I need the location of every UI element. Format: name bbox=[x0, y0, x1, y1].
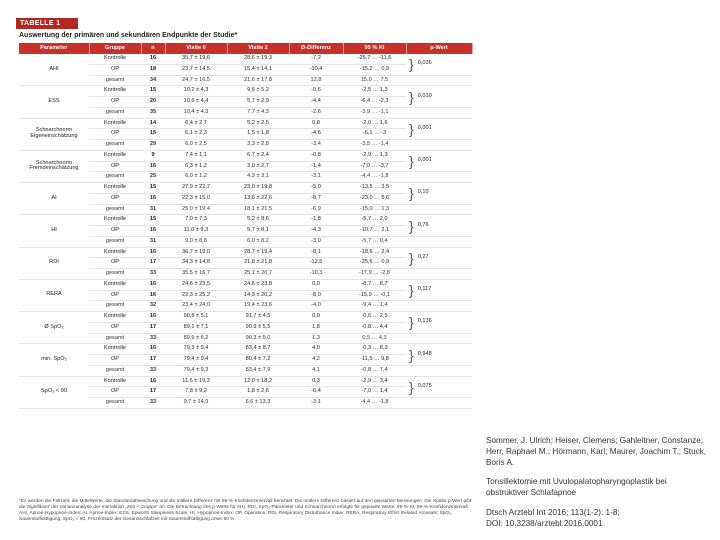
cell-visite-0: 89,1 ± 7,1 bbox=[165, 322, 227, 333]
cell-gruppe: gesamt bbox=[89, 398, 141, 409]
cell-gruppe: Kontrolle bbox=[89, 376, 141, 387]
cell-visite-2: 28,6 ± 19,3 bbox=[227, 54, 289, 64]
cell-differenz: 0,0 bbox=[289, 279, 343, 290]
cell-n: 17 bbox=[141, 387, 165, 398]
cell-differenz: -7,2 bbox=[289, 54, 343, 64]
cell-parameter: Schnarchnorm Eigeneinschätzung bbox=[19, 118, 89, 150]
cell-visite-0: 6,4 ± 2,7 bbox=[165, 118, 227, 129]
cell-visite-2: 5,2 ± 8,6 bbox=[227, 215, 289, 226]
cell-gruppe: OP bbox=[89, 258, 141, 269]
cell-ki: -0,3 … 8,3 bbox=[343, 344, 406, 355]
cell-parameter: HI bbox=[19, 215, 89, 247]
brace-icon: } bbox=[409, 346, 414, 363]
cell-ki: -6,4 … -2,3 bbox=[343, 97, 406, 108]
cell-visite-2: 21,6 ± 17,8 bbox=[227, 75, 289, 86]
cell-p-wert bbox=[406, 54, 472, 75]
cell-visite-0: 23,7 ± 14,5 bbox=[165, 64, 227, 75]
cell-ki: -0,8 … 7,4 bbox=[343, 365, 406, 376]
cell-n: 16 bbox=[141, 247, 165, 258]
cell-n: 16 bbox=[141, 54, 165, 64]
cell-differenz: -8,7 bbox=[289, 193, 343, 204]
cell-differenz: 0,3 bbox=[289, 376, 343, 387]
cell-gruppe: Kontrolle bbox=[89, 279, 141, 290]
cell-differenz: -4,4 bbox=[289, 97, 343, 108]
cell-ki: -15,2 … 0,9 bbox=[343, 64, 406, 75]
cell-n: 33 bbox=[141, 365, 165, 376]
cell-visite-0: 22,3 ± 15,0 bbox=[165, 193, 227, 204]
cell-n: 18 bbox=[141, 64, 165, 75]
cell-n: 17 bbox=[141, 355, 165, 366]
cell-visite-2: 21,8 ± 21,8 bbox=[227, 258, 289, 269]
cell-visite-0: 36,7 ± 19,0 bbox=[165, 247, 227, 258]
document-page bbox=[16, 18, 474, 538]
cell-ki: -25,7 … -11,6 bbox=[343, 54, 406, 64]
cell-n: 32 bbox=[141, 301, 165, 312]
cell-visite-0: 22,3 ± 25,2 bbox=[165, 290, 227, 301]
cell-differenz: -5,0 bbox=[289, 183, 343, 194]
cell-gruppe: OP bbox=[89, 355, 141, 366]
header-gruppe: Gruppe bbox=[89, 43, 141, 54]
cell-p-wert bbox=[406, 183, 472, 205]
cell-visite-2: 5,7 ± 2,9 bbox=[227, 97, 289, 108]
citation-journal: Dtsch Arztebl Int 2016; 113(1-2): 1-8; bbox=[486, 508, 620, 518]
cell-n: 16 bbox=[141, 376, 165, 387]
cell-visite-0: 7,4 ± 1,1 bbox=[165, 150, 227, 161]
cell-gruppe: Kontrolle bbox=[89, 312, 141, 323]
cell-differenz: 4,2 bbox=[289, 355, 343, 366]
cell-gruppe: OP bbox=[89, 322, 141, 333]
cell-n: 33 bbox=[141, 333, 165, 344]
p-value: 0,001 bbox=[417, 124, 432, 131]
cell-visite-0: 9,7 ± 14,9 bbox=[165, 398, 227, 409]
cell-visite-2: 4,3 ± 3,1 bbox=[227, 172, 289, 183]
cell-p-wert bbox=[406, 279, 472, 301]
cell-ki: -5,7 … 0,4 bbox=[343, 236, 406, 247]
cell-p-wert bbox=[406, 118, 472, 140]
table-row bbox=[19, 312, 472, 323]
table-row bbox=[19, 344, 472, 355]
cell-differenz: 0,8 bbox=[289, 118, 343, 129]
cell-gruppe: Kontrolle bbox=[89, 118, 141, 129]
cell-visite-2: 24,6 ± 23,8 bbox=[227, 279, 289, 290]
cell-differenz: -8,0 bbox=[289, 290, 343, 301]
cell-ki: -0,6 … 2,5 bbox=[343, 312, 406, 323]
cell-differenz: 4,0 bbox=[289, 344, 343, 355]
cell-ki: -5,7 … 2,0 bbox=[343, 215, 406, 226]
cell-ki: -7,0 … 1,4 bbox=[343, 387, 406, 398]
cell-visite-2: 9,6 ± 5,2 bbox=[227, 86, 289, 97]
p-value: 0,76 bbox=[417, 221, 429, 228]
cell-parameter: Schnarchnorm Fremdeinschätzung bbox=[19, 150, 89, 182]
table-row bbox=[19, 215, 472, 226]
cell-p-wert-empty bbox=[406, 107, 472, 118]
cell-visite-0: 35,7 ± 19,6 bbox=[165, 54, 227, 64]
cell-ki: -11,5 … 9,8 bbox=[343, 355, 406, 366]
cell-differenz: -3,1 bbox=[289, 398, 343, 409]
cell-visite-0: 79,3 ± 9,4 bbox=[165, 344, 227, 355]
brace-icon: } bbox=[409, 56, 414, 73]
cell-visite-0: 90,8 ± 5,1 bbox=[165, 312, 227, 323]
cell-visite-0: 24,7 ± 16,5 bbox=[165, 75, 227, 86]
cell-visite-0: 89,9 ± 6,2 bbox=[165, 333, 227, 344]
cell-gruppe: Kontrolle bbox=[89, 247, 141, 258]
cell-p-wert-empty bbox=[406, 269, 472, 280]
cell-ki: -2,5 … 1,3 bbox=[343, 86, 406, 97]
cell-ki: -15,9 … -0,1 bbox=[343, 290, 406, 301]
table-row bbox=[19, 183, 472, 194]
p-value: 0,117 bbox=[417, 286, 432, 293]
cell-gruppe: Kontrolle bbox=[89, 344, 141, 355]
cell-gruppe: gesamt bbox=[89, 269, 141, 280]
cell-visite-0: 25,0 ± 19,4 bbox=[165, 204, 227, 215]
table-label: TABELLE 1 bbox=[16, 18, 78, 29]
cell-visite-2: 6,7 ± 2,4 bbox=[227, 150, 289, 161]
cell-visite-2: 1,8 ± 2,6 bbox=[227, 387, 289, 398]
cell-n: 15 bbox=[141, 86, 165, 97]
cell-visite-2: 80,4 ± 7,2 bbox=[227, 355, 289, 366]
cell-differenz: -10,3 bbox=[289, 269, 343, 280]
cell-differenz: 1,8 bbox=[289, 322, 343, 333]
cell-gruppe: Kontrolle bbox=[89, 86, 141, 97]
cell-n: 20 bbox=[141, 97, 165, 108]
cell-visite-0: 23,4 ± 24,0 bbox=[165, 301, 227, 312]
cell-visite-0: 11,0 ± 9,3 bbox=[165, 226, 227, 237]
p-value: 0,10 bbox=[417, 189, 429, 196]
cell-n: 15 bbox=[141, 129, 165, 140]
p-value: 0,075 bbox=[417, 382, 432, 389]
cell-gruppe: gesamt bbox=[89, 301, 141, 312]
cell-parameter: RERA bbox=[19, 279, 89, 311]
p-value: 0,136 bbox=[417, 318, 432, 325]
header-parameter: Parameter bbox=[19, 43, 89, 54]
cell-differenz: -3,1 bbox=[289, 172, 343, 183]
cell-ki: -2,9 … 3,4 bbox=[343, 376, 406, 387]
cell-n: 35 bbox=[141, 107, 165, 118]
cell-differenz: -4,3 bbox=[289, 226, 343, 237]
cell-visite-2: 83,4 ± 7,9 bbox=[227, 365, 289, 376]
cell-gruppe: gesamt bbox=[89, 204, 141, 215]
cell-visite-0: 24,6 ± 23,5 bbox=[165, 279, 227, 290]
cell-n: 25 bbox=[141, 172, 165, 183]
cell-ki: -6,1 … -3 bbox=[343, 129, 406, 140]
cell-n: 31 bbox=[141, 236, 165, 247]
cell-n: 29 bbox=[141, 140, 165, 151]
cell-visite-2: 18,1 ± 21,5 bbox=[227, 204, 289, 215]
cell-visite-2: 7,7 ± 4,3 bbox=[227, 107, 289, 118]
cell-n: 14 bbox=[141, 118, 165, 129]
table-row bbox=[19, 150, 472, 161]
p-value: 0,010 bbox=[417, 92, 432, 99]
cell-visite-2: 19,4 ± 23,6 bbox=[227, 301, 289, 312]
brace-icon: } bbox=[409, 378, 414, 395]
cell-p-wert-empty bbox=[406, 398, 472, 409]
cell-gruppe: gesamt bbox=[89, 333, 141, 344]
cell-ki: -4,4 … -1,8 bbox=[343, 398, 406, 409]
cell-ki: -0,8 … 4,4 bbox=[343, 322, 406, 333]
table-row bbox=[19, 86, 472, 97]
cell-visite-2: 3,3 ± 2,8 bbox=[227, 140, 289, 151]
cell-p-wert bbox=[406, 312, 472, 334]
cell-parameter: AHI bbox=[19, 54, 89, 86]
cell-visite-2: 83,4 ± 8,7 bbox=[227, 344, 289, 355]
cell-differenz: 4,1 bbox=[289, 365, 343, 376]
cell-visite-2: 90,3 ± 5,0 bbox=[227, 333, 289, 344]
cell-visite-0: 11,6 ± 19,3 bbox=[165, 376, 227, 387]
brace-icon: } bbox=[409, 153, 414, 169]
cell-visite-2: 1,5 ± 1,8 bbox=[227, 129, 289, 140]
cell-n: 31 bbox=[141, 204, 165, 215]
p-value: 0,001 bbox=[417, 157, 432, 164]
brace-icon: } bbox=[409, 185, 414, 202]
cell-visite-2: 6,0 ± 8,2 bbox=[227, 236, 289, 247]
cell-differenz: -3,0 bbox=[289, 236, 343, 247]
cell-differenz: -12,5 bbox=[289, 258, 343, 269]
cell-n: 17 bbox=[141, 322, 165, 333]
cell-gruppe: OP bbox=[89, 129, 141, 140]
cell-ki: -18,6 … 2,4 bbox=[343, 247, 406, 258]
cell-gruppe: Kontrolle bbox=[89, 54, 141, 64]
results-table bbox=[19, 43, 473, 409]
cell-gruppe: OP bbox=[89, 387, 141, 398]
cell-gruppe: OP bbox=[89, 193, 141, 204]
table-row bbox=[19, 376, 472, 387]
cell-visite-0: 7,8 ± 9,2 bbox=[165, 387, 227, 398]
cell-parameter: min. SpO₂ bbox=[19, 344, 89, 376]
cell-p-wert-empty bbox=[406, 204, 472, 215]
cell-n: 15 bbox=[141, 215, 165, 226]
cell-gruppe: Kontrolle bbox=[89, 183, 141, 194]
cell-visite-0: 79,4 ± 9,4 bbox=[165, 355, 227, 366]
cell-visite-2: 14,3 ± 20,2 bbox=[227, 290, 289, 301]
cell-ki: -17,9 … -2,8 bbox=[343, 269, 406, 280]
cell-p-wert bbox=[406, 215, 472, 237]
cell-p-wert-empty bbox=[406, 333, 472, 344]
cell-p-wert-empty bbox=[406, 236, 472, 247]
cell-n: 16 bbox=[141, 161, 165, 172]
cell-visite-2: 13,6 ± 22,6 bbox=[227, 193, 289, 204]
cell-differenz: -8,1 bbox=[289, 247, 343, 258]
table-row bbox=[19, 118, 472, 129]
table-body bbox=[19, 54, 472, 408]
cell-p-wert-empty bbox=[406, 365, 472, 376]
cell-n: 15 bbox=[141, 183, 165, 194]
cell-p-wert bbox=[406, 247, 472, 269]
cell-parameter: SpO₂ < 90 bbox=[19, 376, 89, 408]
cell-visite-2: 28,7 ± 19,4 bbox=[227, 247, 289, 258]
cell-n: 9 bbox=[141, 150, 165, 161]
brace-icon: } bbox=[409, 282, 414, 298]
cell-differenz: -4,0 bbox=[289, 301, 343, 312]
cell-differenz: -3,4 bbox=[289, 140, 343, 151]
p-value: 0,948 bbox=[417, 350, 432, 357]
cell-parameter: Ø SpO₂ bbox=[19, 312, 89, 344]
header-visite-0: Visite 0 bbox=[165, 43, 227, 54]
cell-visite-0: 10,2 ± 4,3 bbox=[165, 86, 227, 97]
table-row bbox=[19, 247, 472, 258]
cell-parameter: AI bbox=[19, 183, 89, 215]
header-p-wert: p-Wert bbox=[406, 43, 472, 54]
cell-gruppe: Kontrolle bbox=[89, 150, 141, 161]
cell-visite-2: 15,4 ± 14,1 bbox=[227, 64, 289, 75]
cell-visite-0: 10,4 ± 4,3 bbox=[165, 107, 227, 118]
cell-n: 16 bbox=[141, 193, 165, 204]
cell-differenz: -6,9 bbox=[289, 204, 343, 215]
cell-ki: -10,7 … 2,1 bbox=[343, 226, 406, 237]
cell-differenz: -1,4 bbox=[289, 161, 343, 172]
brace-icon: } bbox=[409, 120, 414, 137]
table-footnote: *Es werden die Fallzahl, die Mittelwerte, die Standardabweichung und die mittlere Differenz mit 95-%-Konfidenzintervall berichtet. Die mittlere Differenz basiert auf den gepaarten Messungen. Die Spalte p-Wert gibt die Signifikanz der Varianzanalyse der Interaktion „Zeit × Gruppe“ an. Die Betrachtung des p-Werts für AHI, RDI, SpO₂-Parameter und Schnarchnorm erfolgte für gepaarte Werte. 95-%-KI, 95-%-Konfidenzintervall; AHI, Apnoe-Hypopnoe-Index; AI, Apnoe-Index; ESS, Epworth Sleepiness Scale; HI, Hypopnoe-Index; OP, Operation; RDI, Respiratory Disturbance Index; RERA, Respiratory Effort Related Arousals; SpO₂, Sauerstoffsättigung; SpO₂ < 90, Prozentsatz der Gesamtschlafzeit mit Sauerstoffsättigung unter 90 % bbox=[19, 499, 472, 523]
cell-ki: -25,6 … 0,9 bbox=[343, 258, 406, 269]
cell-visite-0: 6,3 ± 1,2 bbox=[165, 161, 227, 172]
cell-gruppe: gesamt bbox=[89, 75, 141, 86]
cell-ki: 0,5 … 4,3 bbox=[343, 333, 406, 344]
cell-p-wert bbox=[406, 376, 472, 398]
cell-gruppe: gesamt bbox=[89, 172, 141, 183]
cell-visite-2: 25,1 ± 20,7 bbox=[227, 269, 289, 280]
brace-icon: } bbox=[409, 314, 414, 331]
cell-ki: -3,9 … -1,1 bbox=[343, 107, 406, 118]
cell-n: 16 bbox=[141, 279, 165, 290]
cell-gruppe: OP bbox=[89, 97, 141, 108]
cell-gruppe: OP bbox=[89, 226, 141, 237]
cell-ki: -23,0 … 5,6 bbox=[343, 193, 406, 204]
cell-visite-2: 12,0 ± 18,2 bbox=[227, 376, 289, 387]
cell-gruppe: OP bbox=[89, 290, 141, 301]
cell-visite-0: 7,0 ± 7,3 bbox=[165, 215, 227, 226]
cell-visite-2: 6,6 ± 13,3 bbox=[227, 398, 289, 409]
table-header-row bbox=[19, 43, 472, 54]
table-row bbox=[19, 54, 472, 64]
cell-p-wert-empty bbox=[406, 301, 472, 312]
cell-differenz: -4,6 bbox=[289, 129, 343, 140]
table-row bbox=[19, 279, 472, 290]
cell-visite-2: 3,0 ± 2,7 bbox=[227, 161, 289, 172]
p-value: 0,036 bbox=[417, 60, 432, 67]
cell-ki: -15,0 … 1,3 bbox=[343, 204, 406, 215]
cell-visite-0: 6,0 ± 2,5 bbox=[165, 140, 227, 151]
cell-differenz: -6,4 bbox=[289, 387, 343, 398]
cell-visite-2: 91,7 ± 4,5 bbox=[227, 312, 289, 323]
cell-differenz: 12,8 bbox=[289, 75, 343, 86]
cell-ki: -2,9 … 1,3 bbox=[343, 150, 406, 161]
cell-ki: -8,7 … 8,7 bbox=[343, 279, 406, 290]
cell-visite-0: 35,5 ± 16,7 bbox=[165, 269, 227, 280]
header-visite-2: Visite 2 bbox=[227, 43, 289, 54]
cell-ki: -13,5 … 3,5 bbox=[343, 183, 406, 194]
cell-n: 16 bbox=[141, 312, 165, 323]
cell-p-wert bbox=[406, 150, 472, 172]
cell-n: 16 bbox=[141, 344, 165, 355]
cell-p-wert bbox=[406, 344, 472, 366]
cell-differenz: -2,6 bbox=[289, 107, 343, 118]
cell-visite-0: 34,3 ± 14,8 bbox=[165, 258, 227, 269]
cell-differenz: 1,3 bbox=[289, 333, 343, 344]
cell-visite-2: 23,0 ± 19,8 bbox=[227, 183, 289, 194]
header-differenz: Ø-Differenz bbox=[289, 43, 343, 54]
cell-p-wert-empty bbox=[406, 140, 472, 151]
cell-ki: -9,4 … 1,4 bbox=[343, 301, 406, 312]
citation-authors: Sommer, J. Ulrich; Heiser, Clemens; Gahleitner, Constanze; Herr, Raphael M.; Hörmann, Karl; Maurer, Joachim T.; Stuck, Boris A. bbox=[486, 436, 707, 467]
cell-gruppe: Kontrolle bbox=[89, 215, 141, 226]
cell-visite-0: 6,1 ± 2,3 bbox=[165, 129, 227, 140]
cell-ki: -4,4 … -1,8 bbox=[343, 172, 406, 183]
citation-doi: DOI: 10.3238/arztebl.2016.0001 bbox=[486, 518, 603, 528]
cell-differenz: -1,8 bbox=[289, 215, 343, 226]
header-ki: 95 % KI bbox=[343, 43, 406, 54]
cell-gruppe: gesamt bbox=[89, 140, 141, 151]
cell-p-wert-empty bbox=[406, 75, 472, 86]
cell-p-wert-empty bbox=[406, 172, 472, 183]
cell-differenz: -0,6 bbox=[289, 86, 343, 97]
cell-visite-0: 10,6 ± 4,4 bbox=[165, 97, 227, 108]
brace-icon: } bbox=[409, 88, 414, 105]
table-title: Auswertung der primären und sekundären Endpunkte der Studie* bbox=[19, 32, 238, 39]
p-value: 0,27 bbox=[417, 253, 429, 260]
cell-gruppe: gesamt bbox=[89, 236, 141, 247]
cell-n: 16 bbox=[141, 226, 165, 237]
header-n: n bbox=[141, 43, 165, 54]
cell-ki: -3,5 … -1,4 bbox=[343, 140, 406, 151]
cell-visite-2: 5,7 ± 8,1 bbox=[227, 226, 289, 237]
cell-ki: -7,0 … -3,7 bbox=[343, 161, 406, 172]
cell-p-wert bbox=[406, 86, 472, 108]
cell-gruppe: gesamt bbox=[89, 107, 141, 118]
cell-visite-2: 5,2 ± 2,5 bbox=[227, 118, 289, 129]
citation bbox=[486, 436, 708, 530]
cell-visite-0: 79,4 ± 9,3 bbox=[165, 365, 227, 376]
cell-gruppe: OP bbox=[89, 161, 141, 172]
cell-n: 33 bbox=[141, 269, 165, 280]
cell-differenz: 0,9 bbox=[289, 312, 343, 323]
cell-differenz: -10,4 bbox=[289, 64, 343, 75]
cell-gruppe: gesamt bbox=[89, 365, 141, 376]
cell-parameter: RDI bbox=[19, 247, 89, 279]
cell-differenz: -0,8 bbox=[289, 150, 343, 161]
cell-gruppe: OP bbox=[89, 64, 141, 75]
cell-n: 17 bbox=[141, 258, 165, 269]
brace-icon: } bbox=[409, 217, 414, 234]
cell-visite-0: 6,0 ± 1,2 bbox=[165, 172, 227, 183]
cell-n: 16 bbox=[141, 290, 165, 301]
cell-visite-2: 90,9 ± 5,5 bbox=[227, 322, 289, 333]
brace-icon: } bbox=[409, 249, 414, 266]
cell-visite-0: 27,9 ± 22,7 bbox=[165, 183, 227, 194]
cell-n: 33 bbox=[141, 398, 165, 409]
cell-parameter: ESS bbox=[19, 86, 89, 118]
cell-ki: 15,0 … 7,5 bbox=[343, 75, 406, 86]
citation-article-title: Tonsillektomie mit Uvulopalatopharyngoplastik bei obstruktiver Schlafapnoe bbox=[486, 477, 667, 498]
cell-ki: -2,0 … 1,6 bbox=[343, 118, 406, 129]
cell-visite-0: 9,0 ± 8,8 bbox=[165, 236, 227, 247]
cell-n: 34 bbox=[141, 75, 165, 86]
